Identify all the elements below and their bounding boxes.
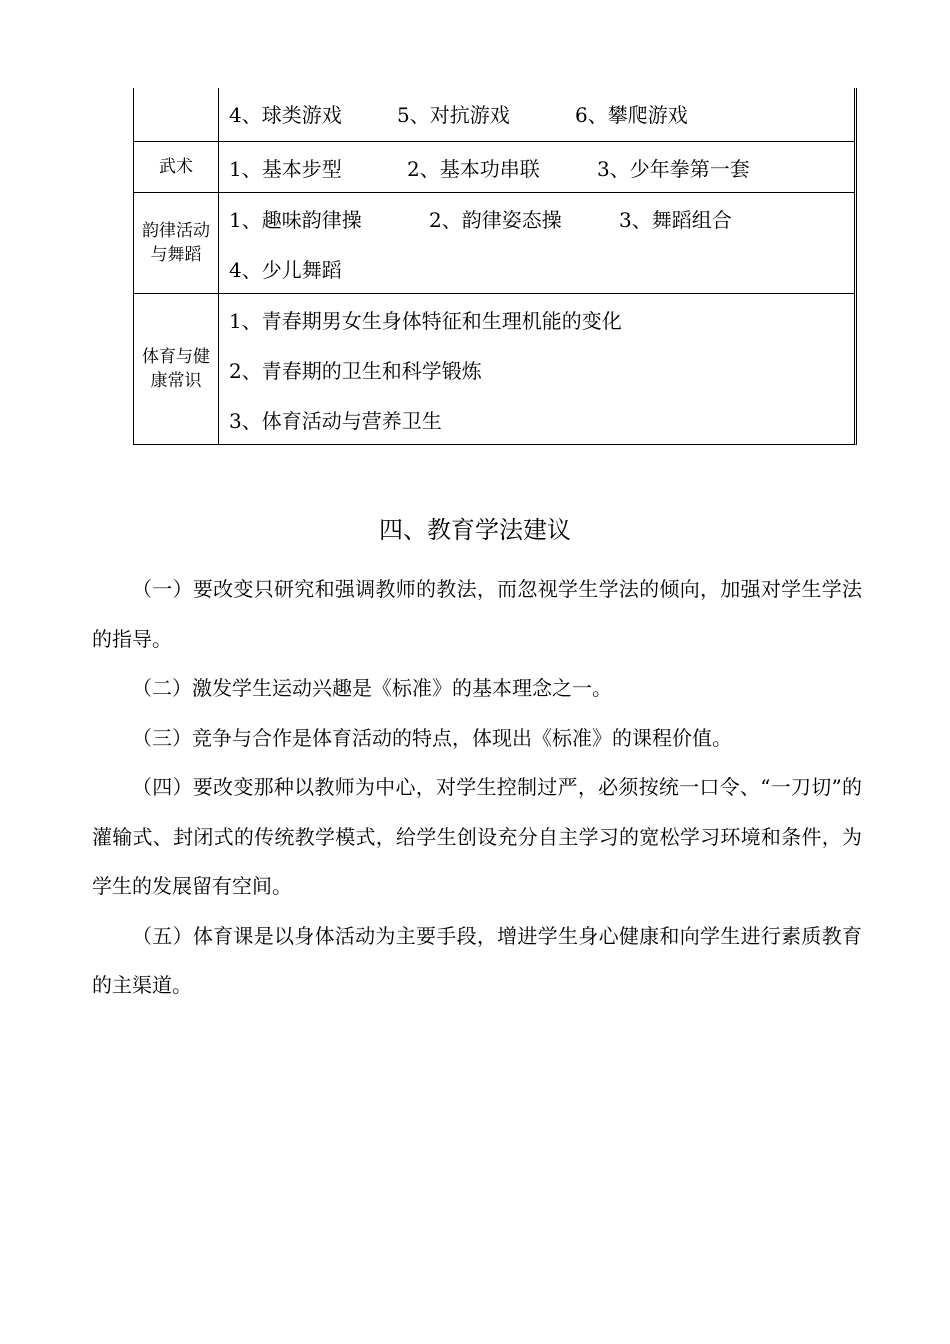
items-cell <box>219 294 854 444</box>
paragraph: （一）要改变只研究和强调教师的教法，而忽视学生学法的倾向，加强对学生学法的指导。 <box>92 577 862 651</box>
table-row <box>134 141 854 192</box>
item-line <box>229 142 854 192</box>
section-body <box>92 565 862 1011</box>
list-item: 3、体育活动与营养卫生 <box>229 408 442 433</box>
category-label: 体育与健康常识 <box>142 347 210 391</box>
list-item: 6、攀爬游戏 <box>575 102 688 127</box>
category-label: 韵律活动与舞蹈 <box>142 221 210 265</box>
list-item: 4、球类游戏 <box>229 102 342 127</box>
item-line <box>229 394 854 444</box>
list-item: 1、基本步型 <box>229 156 342 181</box>
curriculum-table <box>133 88 857 445</box>
list-item: 2、基本功串联 <box>407 156 540 181</box>
list-item: 1、趣味韵律操 <box>229 207 362 232</box>
category-cell <box>134 193 219 293</box>
category-cell <box>134 294 219 444</box>
item-line <box>229 294 854 344</box>
table-row <box>134 293 854 444</box>
paragraph: （三）竞争与合作是体育活动的特点，体现出《标准》的课程价值。 <box>132 725 732 750</box>
paragraph: （四）要改变那种以教师为中心，对学生控制过严，必须按统一口令、“一刀切”的灌输式、封闭式的传统教学模式，给学生创设充分自主学习的宽松学习环境和条件，为学生的发展留有空间。 <box>92 775 862 898</box>
item-line <box>229 344 854 394</box>
list-item: 3、少年拳第一套 <box>597 156 750 181</box>
list-item: 1、青春期男女生身体特征和生理机能的变化 <box>229 308 622 333</box>
list-item: 3、舞蹈组合 <box>619 207 732 232</box>
items-cell <box>219 88 854 141</box>
category-label: 武术 <box>159 157 193 177</box>
paragraph: （二）激发学生运动兴趣是《标准》的基本理念之一。 <box>132 676 612 700</box>
item-line <box>229 88 854 138</box>
category-cell <box>134 88 219 141</box>
item-line <box>229 243 854 293</box>
list-item: 4、少儿舞蹈 <box>229 257 342 282</box>
item-line <box>229 193 854 243</box>
items-cell <box>219 193 854 293</box>
paragraph: （五）体育课是以身体活动为主要手段，增进学生身心健康和向学生进行素质教育的主渠道。 <box>92 923 862 997</box>
section-heading: 四、教育学法建议 <box>379 516 571 544</box>
list-item: 2、韵律姿态操 <box>429 207 562 232</box>
list-item: 5、对抗游戏 <box>397 102 510 127</box>
category-cell <box>134 142 219 192</box>
items-cell <box>219 142 854 192</box>
table-row <box>134 192 854 293</box>
list-item: 2、青春期的卫生和科学锻炼 <box>229 358 482 383</box>
table-row <box>134 88 854 141</box>
